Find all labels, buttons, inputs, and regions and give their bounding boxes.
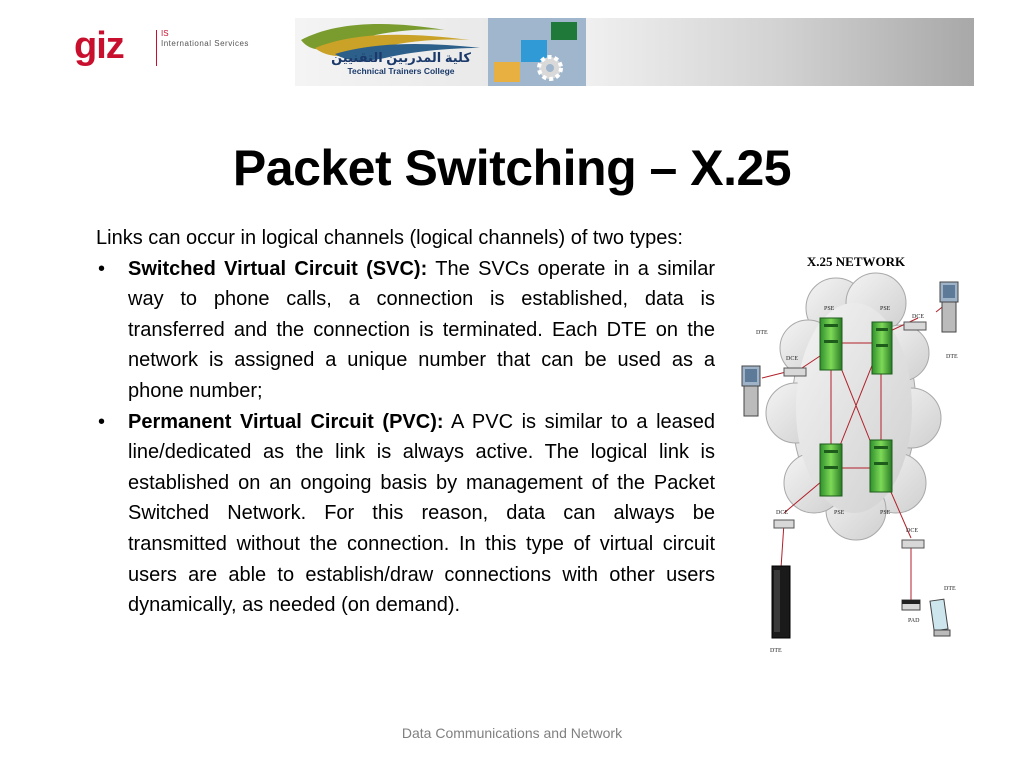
pse-switch [820,318,842,370]
pse-switch [872,322,892,374]
diagram-title: X.25 NETWORK [806,254,906,269]
intro-paragraph: Links can occur in logical channels (logical channels) of two types: [96,227,683,249]
pse-switch [870,440,892,492]
banner-gradient [586,18,974,86]
bullet-term: Switched Virtual Circuit (SVC): [128,257,428,280]
header-banner [60,18,974,86]
bullet-text: A PVC is similar to a leased line/dedicated as the link is always active. The logical link is established on an ongoing basis by management of the Packet Switched Network. For this reason, data can always be transmitted without the connection. In this type of virtual circuit users are able to establish/draw connections with other users dynamically, as needed (on demand). [128,410,716,617]
dte-computer [940,282,958,332]
dce-label: DCE [912,314,924,320]
dce-device [902,540,924,548]
dte-computer [742,366,760,416]
dte-label: DTE [756,330,768,336]
dte-server [772,566,790,638]
giz-logo-area [60,18,295,86]
dte-label: DTE [946,354,958,360]
dce-label: DCE [776,510,788,516]
dce-device [904,322,926,330]
pse-label: PSE [880,510,891,516]
college-logo [295,18,488,86]
giz-subtitle: International Services [161,39,249,48]
slide-body [96,223,715,621]
bullet-dot-icon: • [98,257,106,280]
bullet-term: Permanent Virtual Circuit (PVC): [128,410,444,433]
dte-terminal [930,599,950,636]
dce-device [784,368,806,376]
bullet-text: The SVCs operate in a similar way to phone calls, a connection is established, data is transferred and the connection is terminated. Each DTE on the network is assigned a unique number that can be used as a phone number; [128,257,715,402]
dce-label: DCE [906,528,918,534]
pad-label: PAD [908,618,920,624]
dce-device [774,520,794,528]
giz-logo: giz [74,25,124,67]
tiles-logo [488,18,586,86]
bullet-pvc [96,407,715,621]
college-name-english: Technical Trainers College [347,66,455,76]
dte-label: DTE [944,586,956,592]
dte-label: DTE [770,648,782,654]
college-name-arabic: كلية المدربين التقنيين [331,50,471,65]
bullet-svc [96,254,715,407]
pse-switch [820,444,842,496]
dce-label: DCE [786,356,798,362]
x25-network-diagram [736,248,976,658]
pse-label: PSE [824,306,835,312]
slide-title: Packet Switching – X.25 [232,140,792,196]
bullet-dot-icon: • [98,410,106,433]
giz-logo-divider [156,30,157,66]
pse-label: PSE [834,510,845,516]
giz-is-label: IS [161,29,169,38]
pad-device [902,600,920,610]
gear-tiles-icon [488,18,586,86]
slide-footer: Data Communications and Network [401,725,623,741]
pse-label: PSE [880,306,891,312]
